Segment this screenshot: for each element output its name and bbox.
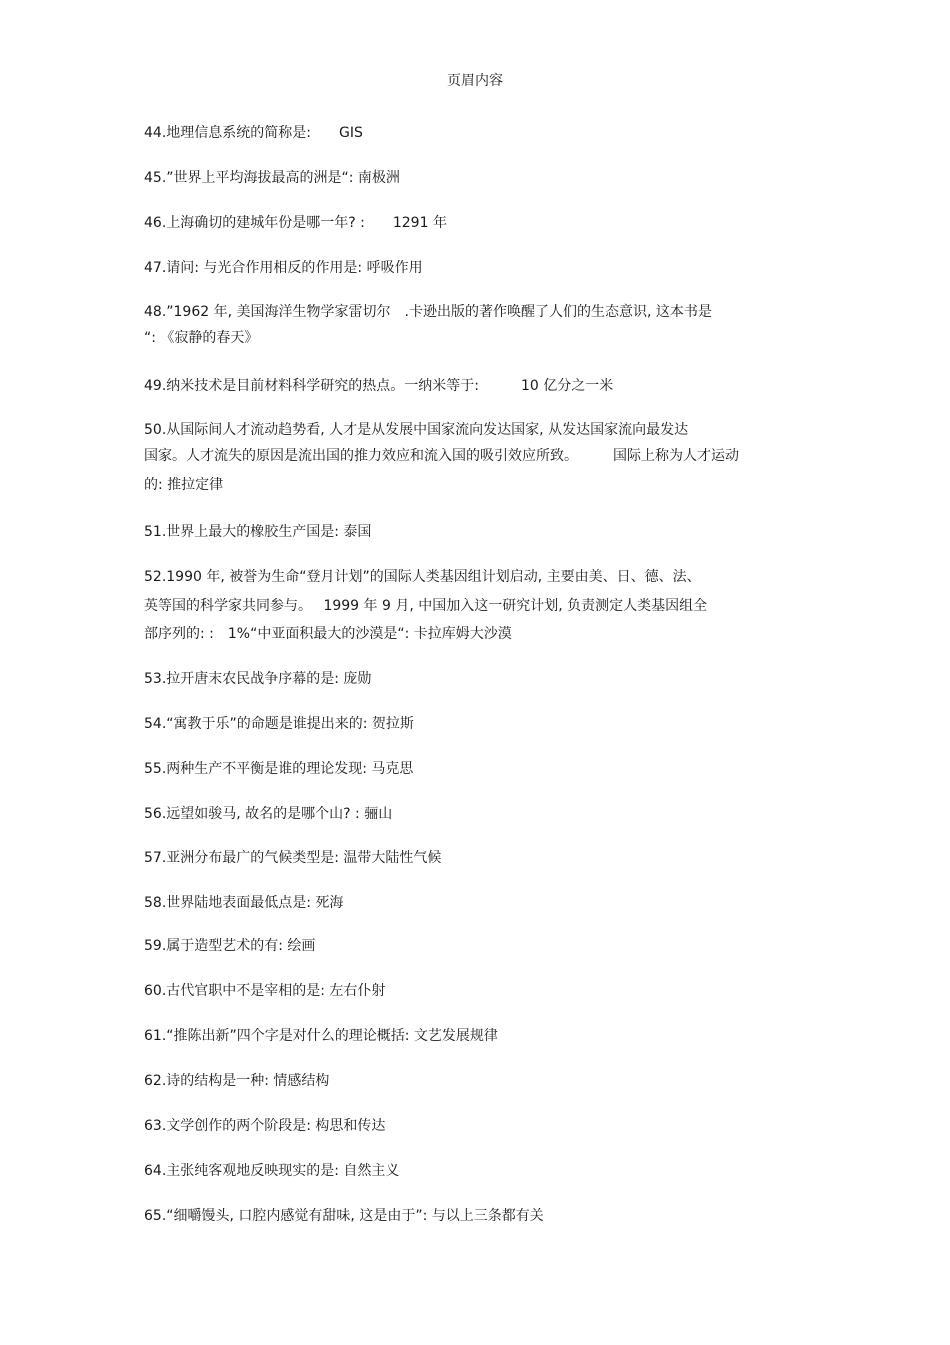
- item-line: 61.“推陈出新”四个字是对什么的理论概括: 文艺发展规律: [144, 1028, 498, 1044]
- item-line: “: 《寂静的春天》: [144, 330, 259, 346]
- item-line: 50.从国际间人才流动趋势看, 人才是从发展中国家流向发达国家, 从发达国家流向最发达: [144, 422, 689, 438]
- item-line: 英等国的科学家共同参与。 1999 年 9 月, 中国加入这一研究计划, 负责测定人类基因组全: [144, 598, 708, 614]
- item-line: 55.两种生产不平衡是谁的理论发现: 马克思: [144, 761, 414, 777]
- item-line: 52.1990 年, 被誉为生命“登月计划”的国际人类基因组计划启动, 主要由美、日、德、法、: [144, 569, 701, 585]
- item-line: 56.远望如骏马, 故名的是哪个山? : 骊山: [144, 806, 393, 822]
- item-line: 57.亚洲分布最广的气候类型是: 温带大陆性气候: [144, 850, 442, 866]
- item-line: 46.上海确切的建城年份是哪一年? : 1291 年: [144, 215, 447, 231]
- item-line: 44.地理信息系统的简称是: GIS: [144, 125, 363, 141]
- item-line: 国家。人才流失的原因是流出国的推力效应和流入国的吸引效应所致。 国际上称为人才运动: [144, 448, 739, 464]
- page-header: 页眉内容: [447, 73, 503, 89]
- item-line: 51.世界上最大的橡胶生产国是: 泰国: [144, 524, 372, 540]
- item-line: 62.诗的结构是一种: 情感结构: [144, 1073, 330, 1089]
- item-line: 部序列的: : 1%“中亚面积最大的沙漠是“: 卡拉库姆大沙漠: [144, 626, 512, 642]
- item-line: 的: 推拉定律: [144, 477, 224, 493]
- item-line: 59.属于造型艺术的有: 绘画: [144, 938, 316, 954]
- item-line: 45.”世界上平均海拔最高的洲是“: 南极洲: [144, 170, 400, 186]
- item-line: 64.主张纯客观地反映现实的是: 自然主义: [144, 1163, 400, 1179]
- item-line: 54.“寓教于乐”的命题是谁提出来的: 贺拉斯: [144, 716, 414, 732]
- item-line: 53.拉开唐末农民战争序幕的是: 庞勋: [144, 671, 372, 687]
- item-line: 60.古代官职中不是宰相的是: 左右仆射: [144, 983, 386, 999]
- item-line: 48.”1962 年, 美国海洋生物学家雷切尔 .卡逊出版的著作唤醒了人们的生态意识, 这本书是: [144, 304, 712, 320]
- item-line: 65.“细嚼馒头, 口腔内感觉有甜味, 这是由于”: 与以上三条都有关: [144, 1208, 544, 1224]
- item-line: 58.世界陆地表面最低点是: 死海: [144, 895, 344, 911]
- item-line: 49.纳米技术是目前材料科学研究的热点。一纳米等于: 10 亿分之一米: [144, 378, 614, 394]
- item-line: 47.请问: 与光合作用相反的作用是: 呼吸作用: [144, 260, 423, 276]
- item-line: 63.文学创作的两个阶段是: 构思和传达: [144, 1118, 386, 1134]
